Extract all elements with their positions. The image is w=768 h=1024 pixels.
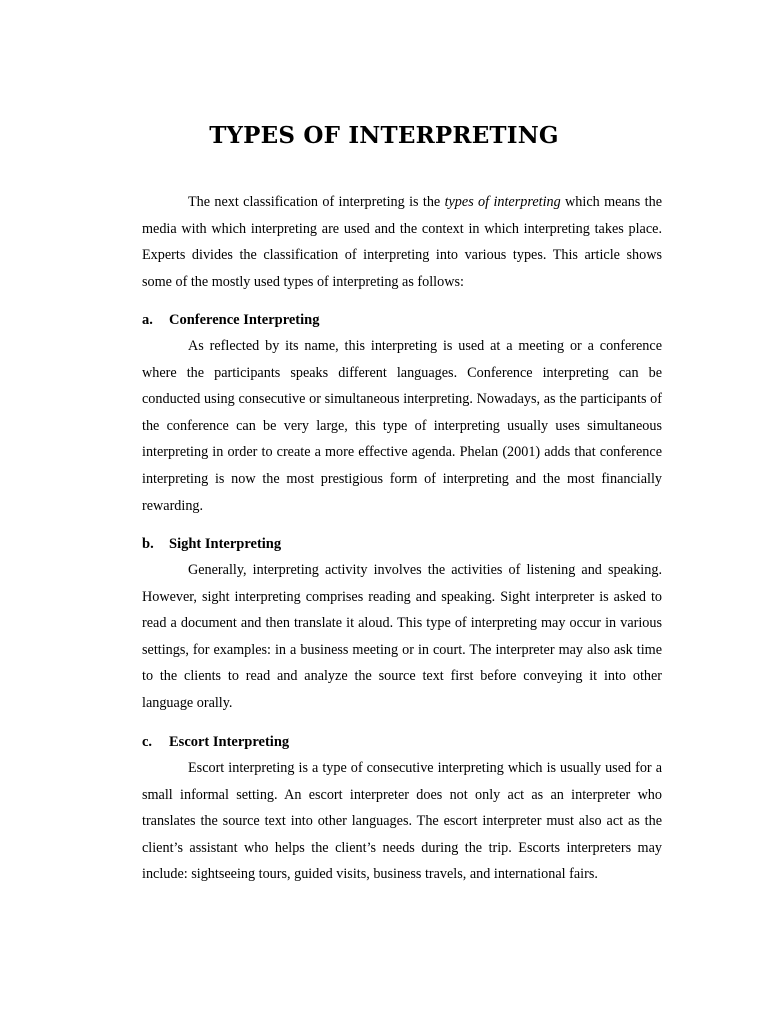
intro-text-after: which means the media with which interpreting are used and the context in which interpreting takes place. Experts divides the classification of interpreting into various types. This article shows some of the mostly used types of interpreting as follows:: [142, 194, 662, 290]
section-letter: a.: [142, 312, 153, 328]
section-heading-text: Conference Interpreting: [169, 312, 320, 328]
section-body-conference: As reflected by its name, this interpreting is used at a meeting or a conference where the participants speaks different languages. Conference interpreting can be conducted using consecutive or simultaneous interpreting. Nowadays, as the participants of the conference can be very large, this type of interpreting usually uses simultaneous interpreting in order to create a more effective agenda. Phelan (2001) adds that conference interpreting is now the most prestigious form of interpreting and the most financially rewarding.: [142, 338, 662, 514]
section-body-sight: Generally, interpreting activity involves the activities of listening and speaking. However, sight interpreting comprises reading and speaking. Sight interpreter is asked to read a document and then translate it aloud. This type of interpreting may occur in various settings, for examples: in a business meeting or in court. The interpreter may also ask time to the clients to read and analyze the source text first before conveying it into other language orally.: [142, 562, 662, 711]
section-letter: c.: [142, 734, 153, 750]
section-body-escort: Escort interpreting is a type of consecutive interpreting which is usually used for a small informal setting. An escort interpreter does not only act as an interpreter who translates the source text into other languages. The escort interpreter must also act as the client’s assistant who helps the client’s needs during the trip. Escorts interpreters may include: sightseeing tours, guided visits, business travels, and international fairs.: [142, 760, 662, 883]
intro-text-before: The next classification of interpreting is the: [188, 194, 445, 210]
section-heading-sight: [142, 531, 281, 557]
section-letter: b.: [142, 536, 154, 552]
section-heading-conference: [142, 307, 319, 333]
section-heading-text: Sight Interpreting: [169, 536, 282, 552]
page-title: TYPES OF INTERPRETING: [209, 122, 559, 149]
intro-paragraph: [142, 189, 662, 295]
section-heading-escort: [142, 729, 289, 755]
intro-emphasis: types of interpreting: [444, 194, 561, 210]
section-heading-text: Escort Interpreting: [169, 734, 290, 750]
